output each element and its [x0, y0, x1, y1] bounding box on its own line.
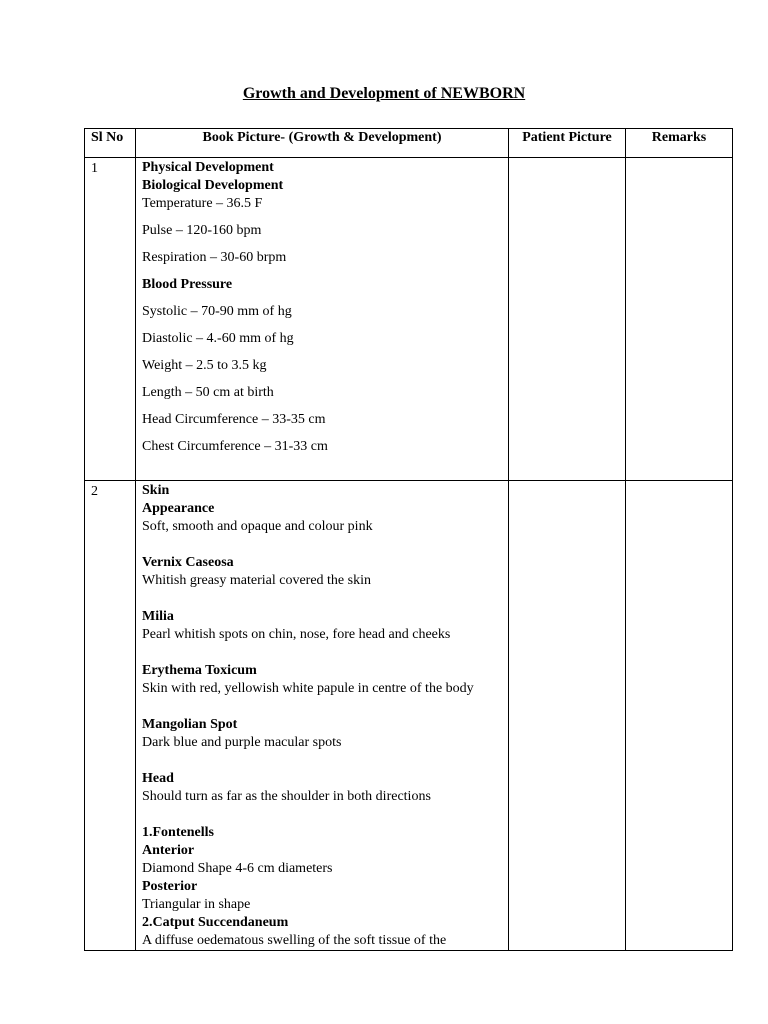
weight-text: Weight – 2.5 to 3.5 kg: [142, 358, 267, 373]
appearance-heading: Appearance: [142, 501, 215, 516]
anterior-text: Diamond Shape 4-6 cm diameters: [142, 861, 333, 876]
physical-development-heading: Physical Development: [142, 160, 274, 175]
fontenells-heading: 1.Fontenells: [142, 825, 214, 840]
milia-text: Pearl whitish spots on chin, nose, fore head and cheeks: [142, 627, 451, 642]
appearance-text: Soft, smooth and opaque and colour pink: [142, 519, 373, 534]
table-row: [85, 481, 733, 951]
biological-development-heading: Biological Development: [142, 178, 284, 193]
header-patient-picture: Patient Picture: [509, 129, 626, 158]
skin-heading: Skin: [142, 483, 170, 498]
anterior-heading: Anterior: [142, 843, 195, 858]
row2-book-cell: [136, 481, 509, 951]
row1-remarks-cell: [626, 158, 733, 481]
mangolian-spot-heading: Mangolian Spot: [142, 717, 238, 732]
erythema-toxicum-heading: Erythema Toxicum: [142, 663, 257, 678]
caput-succedaneum-heading: 2.Catput Succendaneum: [142, 915, 289, 930]
vernix-caseosa-heading: Vernix Caseosa: [142, 555, 234, 570]
header-remarks: Remarks: [626, 129, 733, 158]
table-header-row: [85, 129, 733, 158]
caput-succedaneum-text: A diffuse oedematous swelling of the soft tissue of the: [142, 933, 447, 948]
length-text: Length – 50 cm at birth: [142, 385, 274, 400]
row1-sl-number: 1: [85, 158, 136, 481]
posterior-heading: Posterior: [142, 879, 198, 894]
row1-patient-picture-cell: [509, 158, 626, 481]
erythema-toxicum-text: Skin with red, yellowish white papule in centre of the body: [142, 681, 474, 696]
row2-remarks-cell: [626, 481, 733, 951]
head-circumference-text: Head Circumference – 33-35 cm: [142, 412, 326, 427]
header-sl-no: Sl No: [85, 129, 136, 158]
temperature-text: Temperature – 36.5 F: [142, 196, 263, 211]
mangolian-spot-text: Dark blue and purple macular spots: [142, 735, 342, 750]
diastolic-text: Diastolic – 4.-60 mm of hg: [142, 331, 294, 346]
row2-patient-picture-cell: [509, 481, 626, 951]
document-title: Growth and Development of NEWBORN: [242, 85, 526, 102]
table-row: [85, 158, 733, 481]
row1-book-cell: [136, 158, 509, 481]
vernix-caseosa-text: Whitish greasy material covered the skin: [142, 573, 371, 588]
row2-sl-number: 2: [85, 481, 136, 951]
milia-heading: Milia: [142, 609, 174, 624]
respiration-text: Respiration – 30-60 brpm: [142, 250, 287, 265]
posterior-text: Triangular in shape: [142, 897, 251, 912]
pulse-text: Pulse – 120-160 bpm: [142, 223, 262, 238]
header-book-picture: Book Picture- (Growth & Development): [136, 129, 509, 158]
growth-development-table: [84, 128, 733, 951]
head-text: Should turn as far as the shoulder in both directions: [142, 789, 431, 804]
chest-circumference-text: Chest Circumference – 31-33 cm: [142, 439, 328, 454]
blood-pressure-heading: Blood Pressure: [142, 277, 233, 292]
systolic-text: Systolic – 70-90 mm of hg: [142, 304, 292, 319]
head-heading: Head: [142, 771, 174, 786]
